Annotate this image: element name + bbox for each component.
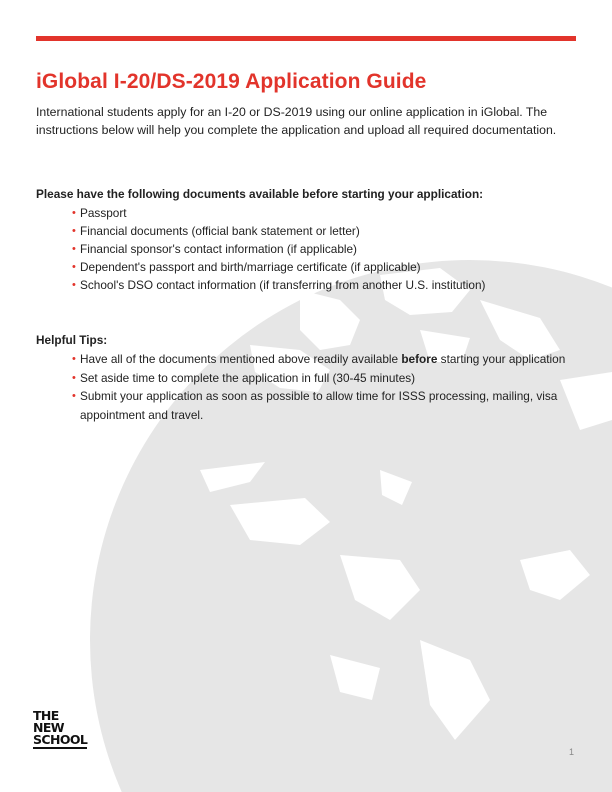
list-item	[72, 258, 576, 276]
tips-list	[36, 350, 576, 424]
intro-paragraph: International students apply for an I-20 or DS-2019 using our online application in iGlobal. The instructions below will help you complete the application and upload all required documentation.	[36, 105, 557, 137]
list-item-text: Passport	[80, 206, 127, 220]
list-item	[72, 204, 576, 222]
logo-line: SCHOOL	[33, 732, 88, 747]
tip-text: starting your application	[437, 352, 566, 366]
logo-line: NEW	[33, 720, 64, 735]
list-item-text: Dependent's passport and birth/marriage certificate (if applicable)	[80, 260, 421, 274]
bullet-icon: •	[72, 225, 76, 237]
list-item	[72, 276, 576, 294]
documents-heading: Please have the following documents available before starting your application:	[36, 187, 484, 201]
bullet-icon: •	[72, 261, 76, 273]
bullet-icon: •	[72, 243, 76, 255]
page-title: iGlobal I-20/DS-2019 Application Guide	[36, 70, 427, 93]
document-body	[36, 70, 576, 424]
page-number: 1	[569, 747, 575, 757]
tip-emphasis: before	[401, 352, 438, 366]
tip-text: Set aside time to complete the application in full (30-45 minutes)	[80, 370, 416, 385]
bullet-icon: •	[72, 390, 76, 402]
list-item	[72, 369, 576, 388]
list-item	[72, 240, 576, 258]
bullet-icon: •	[72, 279, 76, 291]
list-item-text: School's DSO contact information (if transferring from another U.S. institution)	[80, 278, 486, 292]
documents-list	[36, 204, 576, 294]
tip-text: Submit your application as soon as possible to allow time for ISSS processing, mailing, visa appointment and travel.	[80, 389, 558, 422]
tip-text: Have all of the documents mentioned above readily available	[80, 352, 402, 366]
tips-heading: Helpful Tips:	[36, 333, 108, 347]
list-item	[72, 387, 576, 424]
list-item-text: Financial documents (official bank statement or letter)	[80, 224, 360, 238]
logo-line: THE	[33, 708, 59, 723]
list-item	[72, 350, 576, 369]
bullet-icon: •	[72, 353, 76, 365]
list-item	[72, 222, 576, 240]
list-item-text: Financial sponsor's contact information (if applicable)	[80, 242, 357, 256]
top-accent-bar	[36, 36, 576, 41]
bullet-icon: •	[72, 371, 76, 384]
new-school-logo	[33, 710, 87, 749]
bullet-icon: •	[72, 207, 76, 219]
